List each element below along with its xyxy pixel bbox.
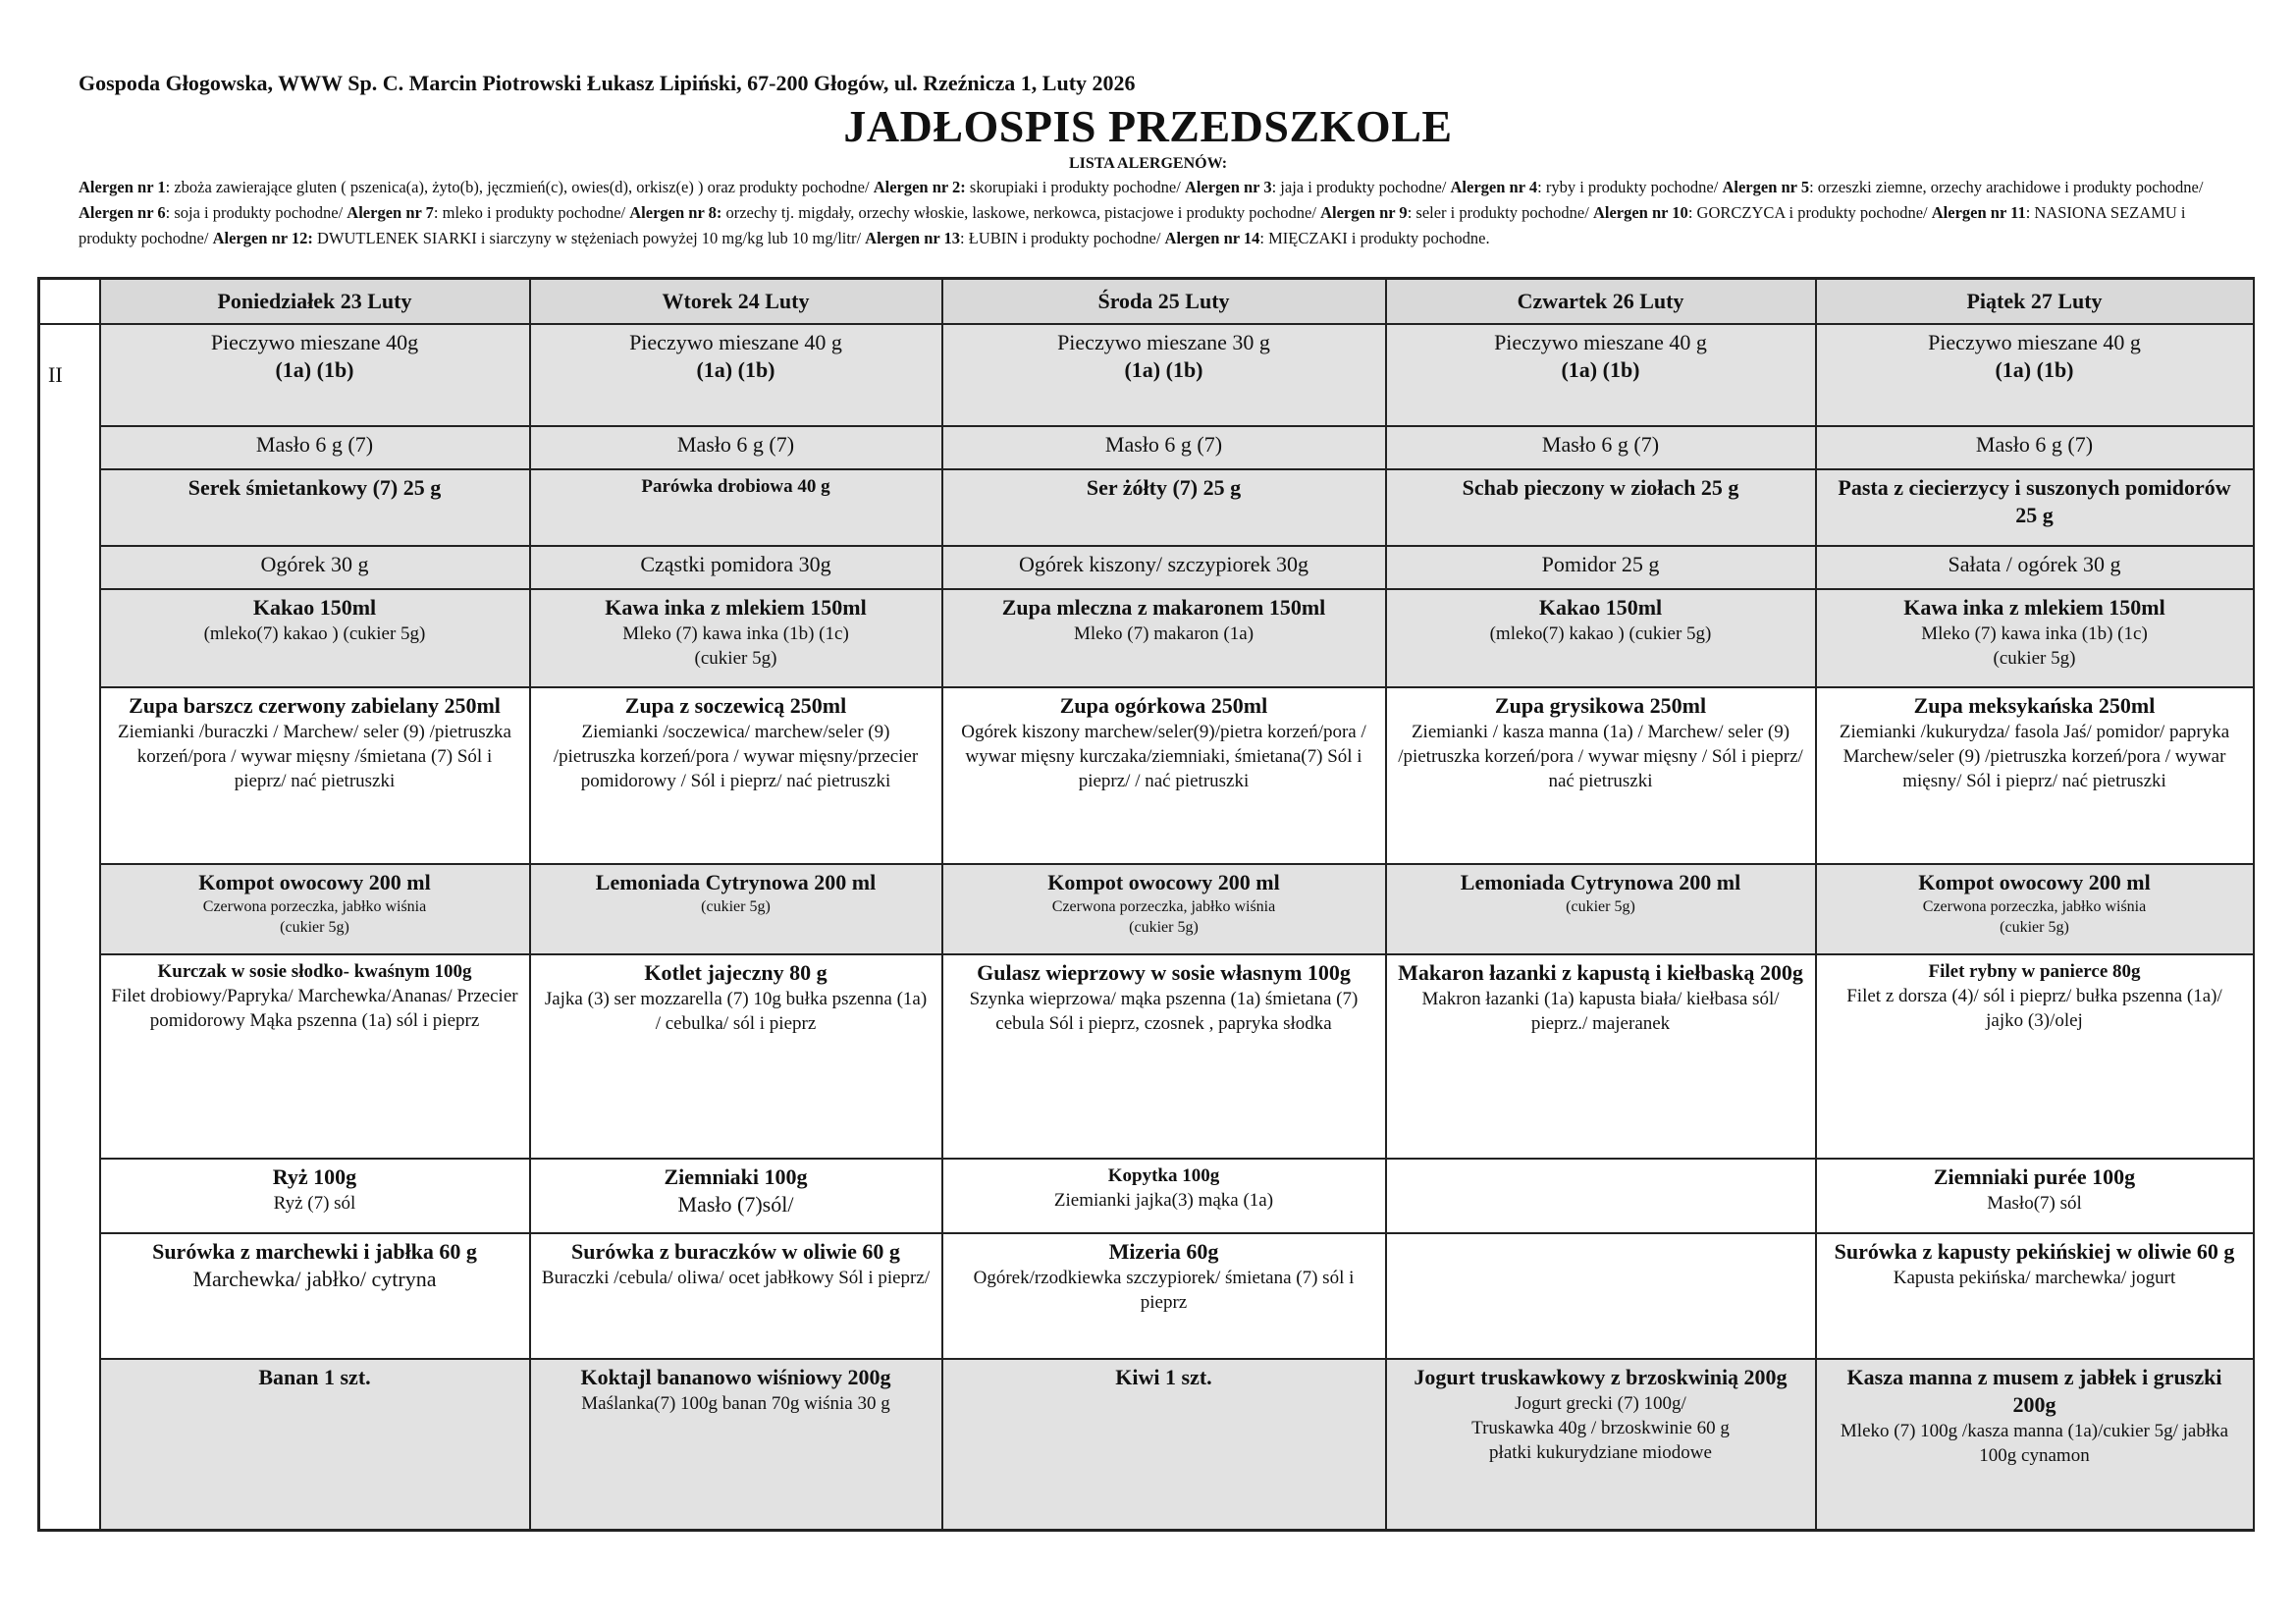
dish-ingredients: Kapusta pekińska/ marchewka/ jogurt (1893, 1268, 2176, 1288)
menu-cell-tuesday (530, 1359, 942, 1530)
dish-ingredients: Filet z dorsza (4)/ sól i pieprz/ bułka pszenna (1a)/ jajko (3)/olej (1846, 986, 2222, 1031)
dish-ingredients: (mleko(7) kakao ) (cukier 5g) (1489, 623, 1712, 644)
dish-ingredients: Jogurt grecki (7) 100g/ (1515, 1393, 1686, 1414)
dish-name: Pieczywo mieszane 40 g (1928, 330, 2141, 354)
dish-name: Kompot owocowy 200 ml (198, 870, 431, 894)
dish-name: Makaron łazanki z kapustą i kiełbaską 200g (1398, 960, 1803, 985)
dish-name: Mizeria 60g (1108, 1239, 1219, 1264)
menu-cell-thursday (1386, 954, 1816, 1159)
dish-name: Lemoniada Cytrynowa 200 ml (595, 870, 877, 894)
menu-cell-wednesday (942, 426, 1386, 469)
dish-name: Ziemniaki purée 100g (1933, 1164, 2136, 1189)
day-header-row (39, 279, 2254, 325)
menu-cell-thursday (1386, 1233, 1816, 1359)
menu-row (39, 1359, 2254, 1530)
dish-name: Ziemniaki 100g (664, 1164, 808, 1189)
allergen-label: Alergen nr 7 (347, 203, 434, 222)
dish-name: Kurczak w sosie słodko- kwaśnym 100g (157, 961, 472, 982)
allergen-label: Alergen nr 4 (1450, 178, 1538, 196)
allergen-label: Alergen nr 9 (1320, 203, 1408, 222)
menu-cell-friday (1816, 426, 2254, 469)
allergen-description: : NASIONA SEZAMU i produkty pochodne/ (79, 203, 2186, 247)
menu-cell-wednesday (942, 954, 1386, 1159)
allergen-description: : MIĘCZAKI i produkty pochodne. (1259, 229, 1490, 247)
menu-cell-thursday (1386, 864, 1816, 954)
menu-cell-tuesday (530, 324, 942, 426)
company-header-line: Gospoda Głogowska, WWW Sp. C. Marcin Piotrowski Łukasz Lipiński, 67-200 Głogów, ul. Rzeźnicza 1, Luty 2026 (79, 71, 1136, 95)
dish-ingredients: Makron łazanki (1a) kapusta biała/ kiełbasa sól/ pieprz./ majeranek (1421, 989, 1780, 1034)
allergen-list-title: LISTA ALERGENÓW: (1068, 155, 1228, 172)
dish-ingredients: Ziemianki jajka(3) mąka (1a) (1053, 1190, 1274, 1211)
allergen-label: Alergen nr 14 (1164, 229, 1260, 247)
dish-name: Kasza manna z musem z jabłek i gruszki 200g (1846, 1365, 2222, 1417)
dish-ingredients: Ogórek/rzodkiewka szczypiorek/ śmietana (7) sól i pieprz (973, 1268, 1355, 1313)
allergen-description: : orzeszki ziemne, orzechy arachidowe i produkty pochodne/ (1809, 178, 2204, 196)
dish-name: Zupa z soczewicą 250ml (624, 693, 847, 718)
menu-cell-friday (1816, 1159, 2254, 1233)
menu-cell-monday (100, 687, 530, 864)
menu-cell-thursday (1386, 1159, 1816, 1233)
menu-cell-tuesday (530, 469, 942, 546)
dish-ingredients: Ogórek kiszony marchew/seler(9)/pietra korzeń/pora / wywar mięsny kurczaka/ziemniaki, śmietana(7) Sól i pieprz/ / nać pietruszki (961, 722, 1366, 791)
dish-ingredients: (cukier 5g) (1993, 648, 2076, 669)
menu-cell-thursday (1386, 546, 1816, 589)
dish-name: Jogurt truskawkowy z brzoskwinią 200g (1414, 1365, 1788, 1389)
dish-name: Ogórek 30 g (260, 552, 369, 576)
dish-name: Parówka drobiowa 40 g (641, 476, 830, 497)
dish-name: Zupa ogórkowa 250ml (1059, 693, 1268, 718)
dish-name: Masło 6 g (7) (1104, 432, 1223, 457)
menu-row (39, 324, 2254, 426)
dish-name: Masło 6 g (7) (1975, 432, 2094, 457)
day-header-thursday: Czwartek 26 Luty (1386, 279, 1816, 325)
menu-cell-monday (100, 469, 530, 546)
menu-cell-wednesday (942, 1159, 1386, 1233)
dish-name: Surówka z marchewki i jabłka 60 g (152, 1239, 477, 1264)
menu-cell-tuesday (530, 589, 942, 687)
menu-row (39, 469, 2254, 546)
dish-ingredients: Ziemianki /buraczki / Marchew/ seler (9) /pietruszka korzeń/pora / wywar mięsny /śmietana (7) Sól i pieprz/ nać pietruszki (118, 722, 511, 791)
menu-cell-tuesday (530, 687, 942, 864)
allergen-description: DWUTLENEK SIARKI i siarczyny w stężeniach powyżej 10 mg/kg lub 10 mg/litr/ (312, 229, 866, 247)
dish-name: Zupa meksykańska 250ml (1913, 693, 2156, 718)
allergen-description: : mleko i produkty pochodne/ (433, 203, 630, 222)
menu-cell-tuesday (530, 546, 942, 589)
dish-ingredients: Masło(7) sól (1987, 1193, 2082, 1214)
dish-ingredients: Czerwona porzeczka, jabłko wiśnia (1922, 898, 2147, 915)
allergen-description: : jaja i produkty pochodne/ (1271, 178, 1451, 196)
dish-name: Pasta z ciecierzycy i suszonych pomidorów 25 g (1838, 475, 2231, 527)
dish-ingredients: (mleko(7) kakao ) (cukier 5g) (203, 623, 426, 644)
menu-cell-friday (1816, 954, 2254, 1159)
dish-name: Ryż 100g (272, 1164, 357, 1189)
menu-cell-wednesday (942, 1359, 1386, 1530)
dish-name: Kotlet jajeczny 80 g (644, 960, 828, 985)
menu-cell-wednesday (942, 1233, 1386, 1359)
allergen-description: : GORCZYCA i produkty pochodne/ (1687, 203, 1932, 222)
dish-ingredients: (cukier 5g) (280, 919, 349, 936)
dish-name: Serek śmietankowy (7) 25 g (187, 475, 442, 500)
dish-name: Filet rybny w panierce 80g (1928, 961, 2141, 982)
allergen-description: : seler i produkty pochodne/ (1407, 203, 1593, 222)
menu-cell-monday (100, 1233, 530, 1359)
dish-ingredients: Ziemianki / kasza manna (1a) / Marchew/ seler (9) /pietruszka korzeń/pora / wywar mięsny / Sól i pieprz/ nać pietruszki (1398, 722, 1803, 791)
allergen-description: : ryby i produkty pochodne/ (1537, 178, 1723, 196)
dish-name: Pieczywo mieszane 30 g (1057, 330, 1270, 354)
menu-cell-friday (1816, 324, 2254, 426)
menu-cell-friday (1816, 687, 2254, 864)
dish-name: Masło 6 g (7) (676, 432, 795, 457)
dish-name: Kompot owocowy 200 ml (1918, 870, 2151, 894)
dish-ingredients: Truskawka 40g / brzoskwinie 60 g (1471, 1418, 1730, 1438)
menu-row (39, 687, 2254, 864)
dish-ingredients: Mleko (7) kawa inka (1b) (1c) (622, 623, 849, 644)
allergen-label: Alergen nr 5 (1722, 178, 1810, 196)
menu-cell-friday (1816, 864, 2254, 954)
menu-row (39, 1233, 2254, 1359)
dish-ingredients: (1a) (1b) (1995, 357, 2074, 382)
menu-cell-wednesday (942, 469, 1386, 546)
dish-name: Masło 6 g (7) (255, 432, 374, 457)
dish-ingredients: (1a) (1b) (1561, 357, 1640, 382)
dish-ingredients: (cukier 5g) (1129, 919, 1199, 936)
dish-ingredients: (cukier 5g) (694, 648, 777, 669)
allergen-label: Alergen nr 2: (873, 178, 966, 196)
allergen-label: Alergen nr 13 (865, 229, 961, 247)
menu-cell-tuesday (530, 1159, 942, 1233)
menu-cell-friday (1816, 1233, 2254, 1359)
menu-cell-monday (100, 1159, 530, 1233)
menu-cell-tuesday (530, 426, 942, 469)
menu-cell-thursday (1386, 1359, 1816, 1530)
dish-name: Pieczywo mieszane 40 g (629, 330, 842, 354)
dish-ingredients: Ziemianki /kukurydza/ fasola Jaś/ pomidor/ papryka Marchew/seler (9) /pietruszka korzeń/pora / wywar mięsny/ Sól i pieprz/ nać pietruszki (1839, 722, 2230, 791)
menu-cell-wednesday (942, 687, 1386, 864)
menu-row (39, 589, 2254, 687)
dish-ingredients: Szynka wieprzowa/ mąka pszenna (1a) śmietana (7) cebula Sól i pieprz, czosnek , papryka słodka (969, 989, 1359, 1034)
dish-ingredients: Czerwona porzeczka, jabłko wiśnia (202, 898, 427, 915)
menu-table (37, 277, 2255, 1532)
dish-name: Zupa mleczna z makaronem 150ml (1001, 595, 1326, 620)
allergen-description: skorupiaki i produkty pochodne/ (965, 178, 1185, 196)
allergen-description: : zboża zawierające gluten ( pszenica(a), żyto(b), jęczmień(c), owies(d), orkisz(e) ) oraz produkty pochodne/ (165, 178, 874, 196)
menu-cell-tuesday (530, 1233, 942, 1359)
dish-name: Schab pieczony w ziołach 25 g (1462, 475, 1739, 500)
dish-ingredients: Jajka (3) ser mozzarella (7) 10g bułka pszenna (1a) / cebulka/ sól i pieprz (544, 989, 928, 1034)
menu-row (39, 426, 2254, 469)
allergen-label: Alergen nr 10 (1592, 203, 1688, 222)
dish-name: Kakao 150ml (252, 595, 377, 620)
dish-name: Lemoniada Cytrynowa 200 ml (1460, 870, 1741, 894)
menu-cell-monday (100, 546, 530, 589)
allergen-label: Alergen nr 8: (629, 203, 722, 222)
dish-ingredients: (cukier 5g) (2000, 919, 2069, 936)
dish-name: Kakao 150ml (1538, 595, 1663, 620)
menu-cell-wednesday (942, 589, 1386, 687)
dish-ingredients: Masło (7)sól/ (677, 1192, 794, 1217)
dish-ingredients: (cukier 5g) (701, 898, 771, 915)
dish-name: Pomidor 25 g (1541, 552, 1660, 576)
day-header-tuesday: Wtorek 24 Luty (530, 279, 942, 325)
dish-name: Surówka z buraczków w oliwie 60 g (571, 1239, 900, 1264)
corner-cell (39, 279, 100, 325)
dish-name: Kiwi 1 szt. (1115, 1365, 1212, 1389)
dish-name: Kawa inka z mlekiem 150ml (605, 595, 867, 620)
dish-name: Pieczywo mieszane 40 g (1494, 330, 1707, 354)
menu-cell-thursday (1386, 589, 1816, 687)
dish-name: Banan 1 szt. (258, 1365, 371, 1389)
dish-ingredients: (1a) (1b) (696, 357, 775, 382)
menu-cell-thursday (1386, 687, 1816, 864)
dish-name: Sałata / ogórek 30 g (1948, 552, 2121, 576)
page-title: JADŁOSPIS PRZEDSZKOLE (843, 101, 1453, 151)
menu-cell-monday (100, 324, 530, 426)
dish-name: Kompot owocowy 200 ml (1047, 870, 1280, 894)
menu-row (39, 864, 2254, 954)
dish-name: Gulasz wieprzowy w sosie własnym 100g (977, 960, 1351, 985)
menu-cell-friday (1816, 589, 2254, 687)
menu-cell-wednesday (942, 324, 1386, 426)
dish-ingredients: (1a) (1b) (275, 357, 354, 382)
menu-cell-friday (1816, 546, 2254, 589)
menu-cell-monday (100, 1359, 530, 1530)
menu-cell-monday (100, 426, 530, 469)
dish-ingredients: Maślanka(7) 100g banan 70g wiśnia 30 g (581, 1393, 890, 1414)
allergen-legend (79, 175, 2248, 251)
allergen-label: Alergen nr 11 (1931, 203, 2026, 222)
menu-row (39, 954, 2254, 1159)
allergen-description: orzechy tj. migdały, orzechy włoskie, laskowe, nerkowca, pistacjowe i produkty pochodne/ (721, 203, 1321, 222)
dish-ingredients: Czerwona porzeczka, jabłko wiśnia (1051, 898, 1276, 915)
dish-ingredients: (cukier 5g) (1566, 898, 1635, 915)
dish-name: Masło 6 g (7) (1541, 432, 1660, 457)
dish-name: Koktajl bananowo wiśniowy 200g (580, 1365, 891, 1389)
allergen-label: Alergen nr 1 (79, 178, 166, 196)
dish-name: Zupa grysikowa 250ml (1494, 693, 1707, 718)
dish-ingredients: płatki kukurydziane miodowe (1489, 1442, 1712, 1463)
allergen-description: : ŁUBIN i produkty pochodne/ (960, 229, 1165, 247)
day-header-friday: Piątek 27 Luty (1816, 279, 2254, 325)
dish-name: Cząstki pomidora 30g (640, 552, 831, 576)
dish-name: Ogórek kiszony/ szczypiorek 30g (1018, 552, 1309, 576)
dish-ingredients: Mleko (7) makaron (1a) (1073, 623, 1255, 644)
menu-row (39, 1159, 2254, 1233)
menu-cell-friday (1816, 469, 2254, 546)
dish-ingredients: Mleko (7) kawa inka (1b) (1c) (1921, 623, 2148, 644)
menu-cell-tuesday (530, 954, 942, 1159)
allergen-label: Alergen nr 12: (212, 229, 313, 247)
dish-ingredients: Ziemianki /soczewica/ marchew/seler (9) /pietruszka korzeń/pora / wywar mięsny/przecier pomidorowy / Sól i pieprz/ nać pietruszki (553, 722, 919, 791)
dish-ingredients: (1a) (1b) (1124, 357, 1203, 382)
menu-cell-monday (100, 954, 530, 1159)
allergen-description: : soja i produkty pochodne/ (165, 203, 347, 222)
dish-ingredients: Mleko (7) 100g /kasza manna (1a)/cukier 5g/ jabłka 100g cynamon (1840, 1421, 2229, 1466)
day-header-wednesday: Środa 25 Luty (942, 279, 1386, 325)
dish-ingredients: Buraczki /cebula/ oliwa/ ocet jabłkowy Sól i pieprz/ (541, 1268, 931, 1288)
dish-name: Kopytka 100g (1107, 1165, 1220, 1186)
menu-cell-monday (100, 864, 530, 954)
menu-cell-wednesday (942, 864, 1386, 954)
menu-row (39, 546, 2254, 589)
menu-cell-thursday (1386, 426, 1816, 469)
dish-ingredients: Filet drobiowy/Papryka/ Marchewka/Ananas/ Przecier pomidorowy Mąka pszenna (1a) sól i pieprz (111, 986, 518, 1031)
menu-cell-wednesday (942, 546, 1386, 589)
dish-ingredients: Marchewka/ jabłko/ cytryna (192, 1267, 437, 1291)
menu-cell-thursday (1386, 469, 1816, 546)
dish-name: Surówka z kapusty pekińskiej w oliwie 60 g (1834, 1239, 2235, 1264)
menu-cell-tuesday (530, 864, 942, 954)
dish-ingredients: Ryż (7) sól (273, 1193, 356, 1214)
menu-cell-monday (100, 589, 530, 687)
dish-name: Ser żółty (7) 25 g (1086, 475, 1242, 500)
menu-cell-thursday (1386, 324, 1816, 426)
dish-name: Zupa barszcz czerwony zabielany 250ml (129, 693, 501, 718)
menu-cell-friday (1816, 1359, 2254, 1530)
dish-name: Kawa inka z mlekiem 150ml (1903, 595, 2165, 620)
dish-name: Pieczywo mieszane 40g (210, 330, 419, 354)
week-label: II (39, 324, 100, 1530)
allergen-label: Alergen nr 3 (1184, 178, 1272, 196)
allergen-label: Alergen nr 6 (79, 203, 166, 222)
day-header-monday: Poniedziałek 23 Luty (100, 279, 530, 325)
